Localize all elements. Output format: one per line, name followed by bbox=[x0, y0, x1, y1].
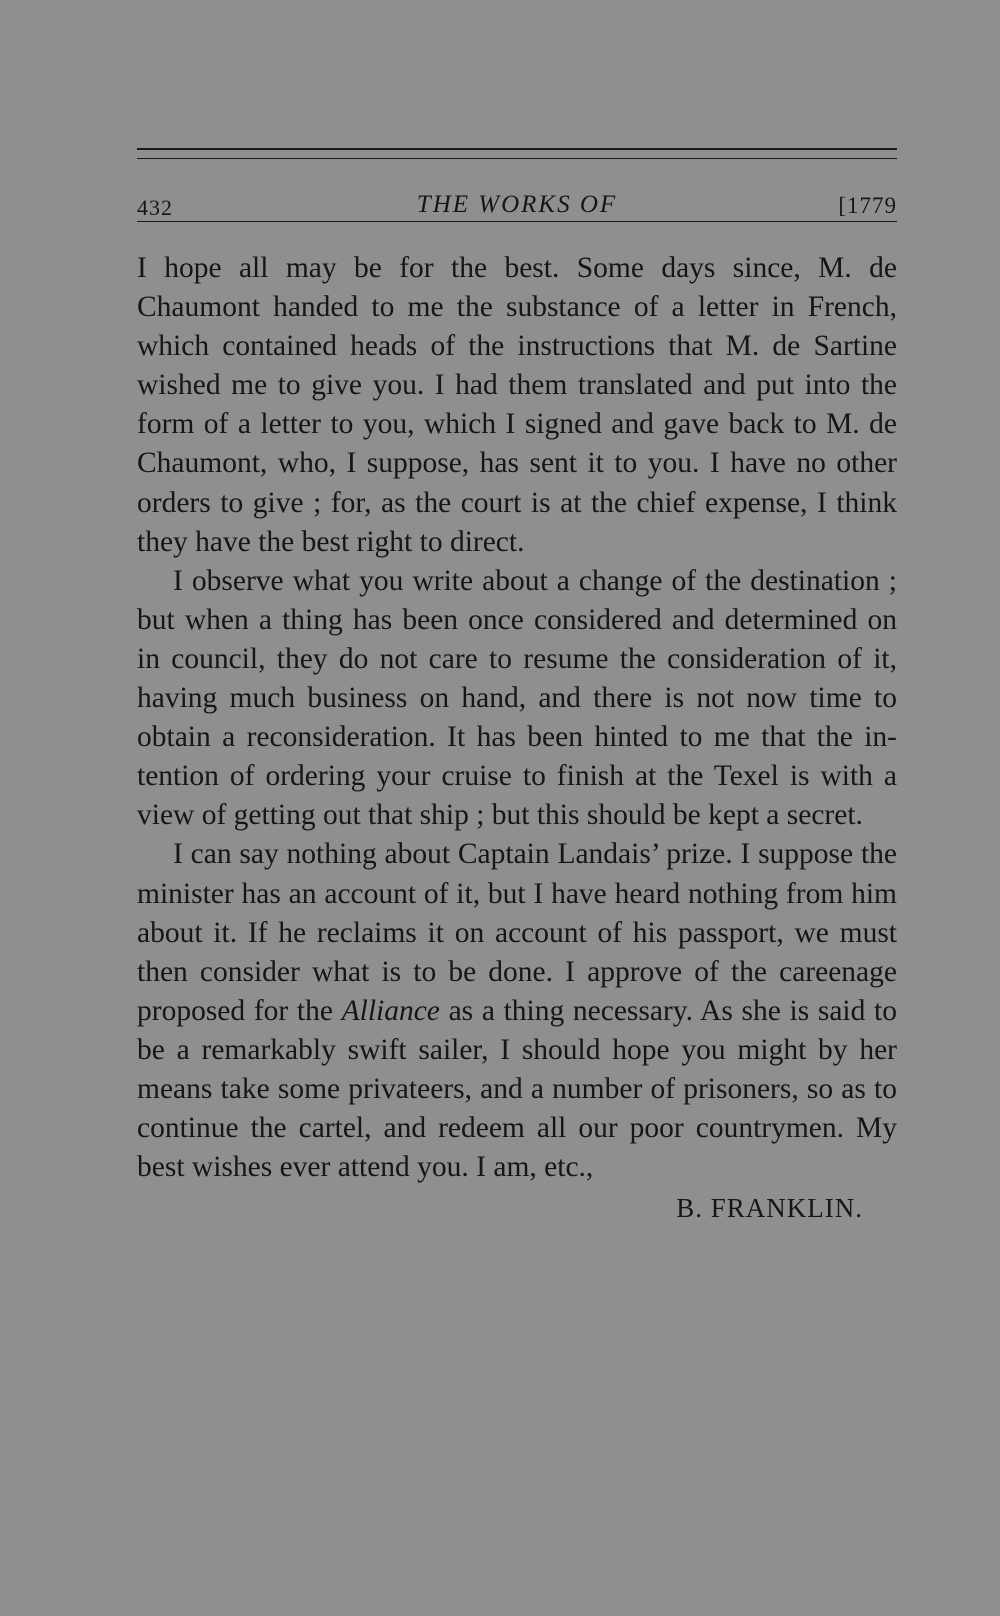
paragraph-1 bbox=[137, 249, 897, 562]
ship-name-alliance: Alliance bbox=[341, 994, 440, 1027]
running-title: THE WORKS OF bbox=[416, 191, 618, 218]
running-head bbox=[137, 159, 897, 220]
book-page bbox=[137, 148, 897, 1228]
top-rule bbox=[137, 148, 897, 150]
paragraph-2-text: I observe what you write about a change of the destination ; but when a thing has been once considered and determined on in council, they do not care to resume the consideration of it, having much business on hand, and there is not now time to obtain a reconsideration. It has been hinted to me that the intention of ordering your cruise to finish at the Texel is with a view of getting out that ship ; but this should be kept a secret. bbox=[137, 564, 897, 832]
paragraph-3-text-b: as a thing necessary. As she is said to be a remarkably swift sailer, I should hope you might by her means take some privateers, and a number of prisoners, so as to continue the cartel, and redeem all our poor countrymen. My best wishes ever attend you. I am, etc., bbox=[137, 994, 897, 1184]
page-number: 432 bbox=[137, 195, 173, 220]
paragraph-3 bbox=[137, 835, 897, 1187]
head-rule bbox=[137, 221, 897, 222]
letter-body bbox=[137, 249, 897, 1228]
paragraph-2 bbox=[137, 562, 897, 836]
signature: B. FRANKLIN. bbox=[676, 1193, 863, 1224]
paragraph-3-text-a: I can say nothing about Captain Landais’ prize. I suppose the minister has an account of it, but I have heard nothing from him about it. If he reclaims it on account of his passport, we must then consider what is to be done. I approve of the careenage proposed for the bbox=[137, 838, 897, 1027]
running-year: [1779 bbox=[838, 193, 897, 218]
paragraph-1-text: I hope all may be for the best. Some days since, M. de Chaumont handed to me the substance of a letter in French, which contained heads of the instructions that M. de Sartine wished me to give you. I had them translated and put into the form of a letter to you, which I signed and gave back to M. de Chaumont, who, I suppose, has sent it to you. I have no other orders to give ; for, as the court is at the chief expense, I think they have the best right to direct. bbox=[137, 252, 897, 558]
